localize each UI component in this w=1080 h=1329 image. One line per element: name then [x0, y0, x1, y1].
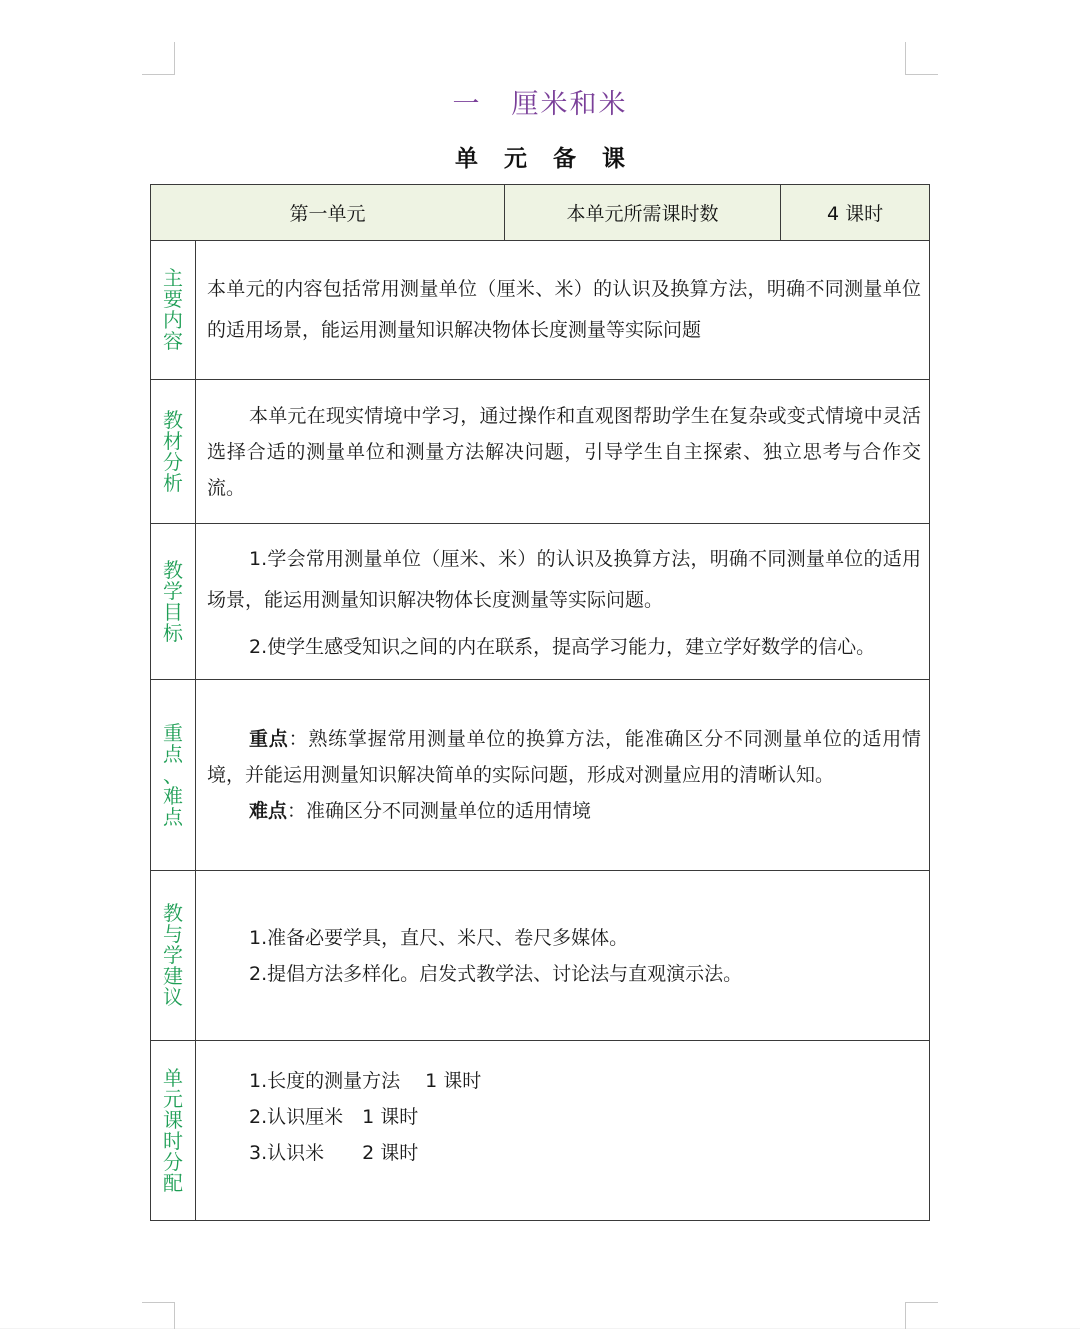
teaching-goals-text: 1.学会常用测量单位（厘米、米）的认识及换算方法，明确不同测量单位的适用场景，能运用测量知识解决物体长度测量等实际问题。 2.使学生感受知识之间的内在联系，提高学习能力，建立学好数学的信心。 [196, 524, 930, 680]
suggestions-label: 教 与 学 建 议 [151, 871, 196, 1041]
title-text: 厘米和米 [511, 89, 628, 120]
unit-name-cell: 第一单元 [151, 185, 505, 241]
teaching-goals-label: 教 学 目 标 [151, 524, 196, 680]
main-content-text: 本单元的内容包括常用测量单位（厘米、米）的认识及换算方法，明确不同测量单位的适用场景，能运用测量知识解决物体长度测量等实际问题 [196, 241, 930, 380]
page-corner-mark [142, 1302, 175, 1329]
schedule-text: 1.长度的测量方法 1 课时 2.认识厘米 1 课时 3.认识米 2 课时 [196, 1041, 930, 1221]
table-row [151, 871, 930, 1041]
key-point-label: 重点 [249, 728, 289, 750]
key-point-text: ：熟练掌握常用测量单位的换算方法，能准确区分不同测量单位的适用情境，并能运用测量知识解决简单的实际问题，形成对测量应用的清晰认知。 [207, 728, 921, 786]
page-corner-mark [905, 1302, 938, 1329]
table-header-row [151, 185, 930, 241]
hours-label-cell: 本单元所需课时数 [505, 185, 781, 241]
schedule-label: 单 元 课 时 分 配 [151, 1041, 196, 1221]
hours-value-cell: 4 课时 [781, 185, 930, 241]
key-points-label: 重 点 、 难 点 [151, 680, 196, 871]
difficult-point-text: ：准确区分不同测量单位的适用情境 [287, 800, 592, 822]
difficult-point-label: 难点 [249, 800, 288, 822]
table-row [151, 241, 930, 380]
key-points-text [196, 680, 930, 871]
title-number: 一 [452, 89, 482, 120]
page-corner-mark [142, 42, 175, 75]
page-corner-mark [905, 42, 938, 75]
textbook-analysis-text: 本单元在现实情境中学习，通过操作和直观图帮助学生在复杂或变式情境中灵活选择合适的测量单位和测量方法解决问题，引导学生自主探索、独立思考与合作交流。 [196, 380, 930, 524]
unit-plan-table [150, 184, 930, 1221]
page-title [0, 82, 1080, 121]
main-content-label: 主 要 内 容 [151, 241, 196, 380]
textbook-analysis-label: 教 材 分 析 [151, 380, 196, 524]
page-subtitle: 单元备课 [455, 146, 651, 172]
suggestions-text: 1.准备必要学具，直尺、米尺、卷尺多媒体。 2.提倡方法多样化。启发式教学法、讨论法与直观演示法。 [196, 871, 930, 1041]
table-row [151, 524, 930, 680]
table-row [151, 680, 930, 871]
table-row [151, 380, 930, 524]
table-row [151, 1041, 930, 1221]
